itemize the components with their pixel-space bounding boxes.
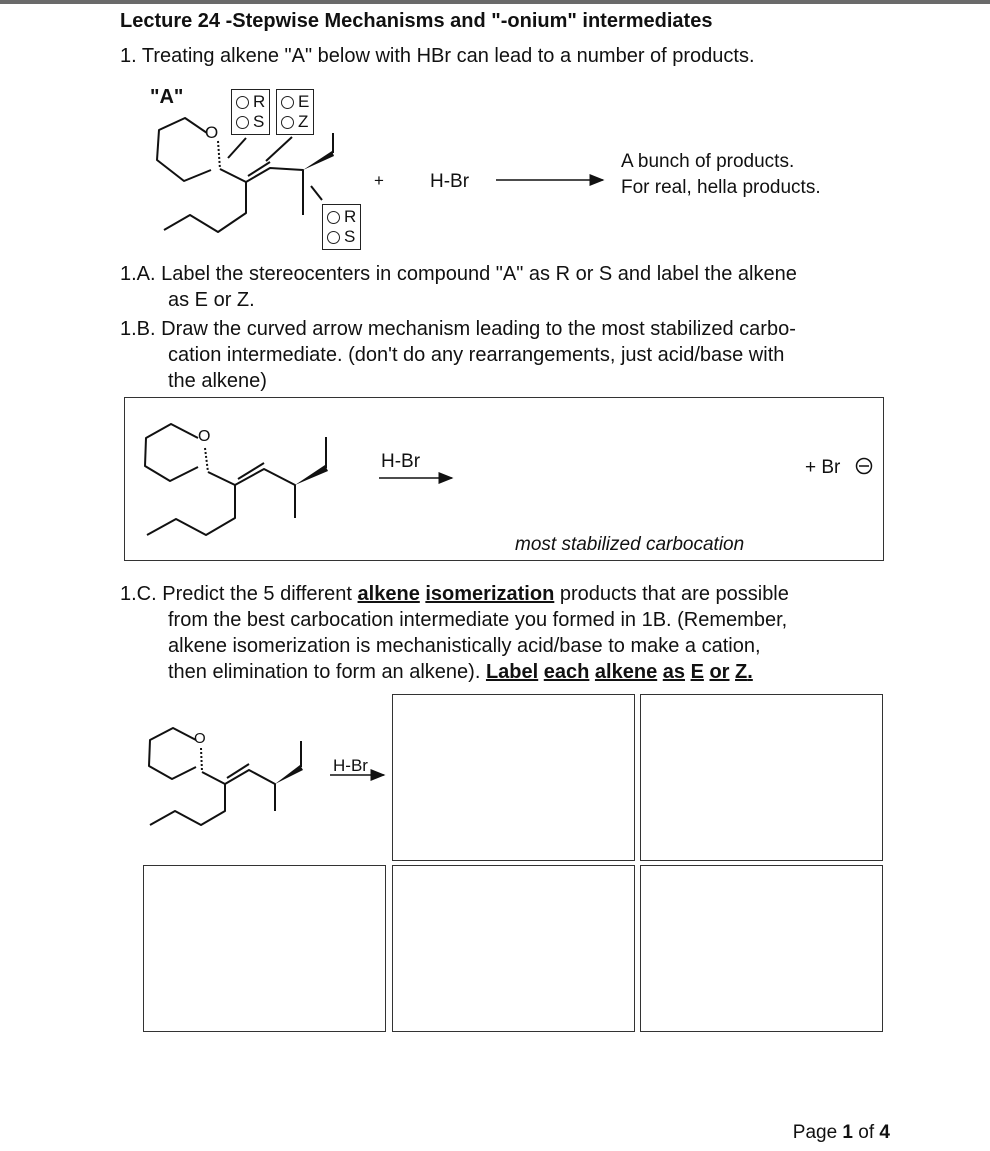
part-a-prompt: 1.A. Label the stereocenters in compound "A" as R or S and label the alkene as E or Z. <box>120 263 797 311</box>
part-c-prompt: 1.C. Predict the 5 different alkene isomerization products that are possible from the best carbocation intermediate you formed in 1B. (Remember, alkene isomerization is mechanistically acid/base to make a cation, then elimination to form an alkene). Label each alkene as E or Z. <box>120 583 789 683</box>
answer-box-2[interactable] <box>640 694 883 861</box>
bromide-counterion: + Br <box>805 457 841 478</box>
answer-box-4[interactable] <box>392 865 635 1032</box>
choice-r[interactable]: R <box>327 207 356 227</box>
choice-s[interactable]: S <box>236 112 265 132</box>
plus-sign: + <box>374 171 384 190</box>
part-c-molecule <box>149 728 303 825</box>
compound-a-structure <box>157 118 334 232</box>
products-text: A bunch of products. For real, hella products. <box>621 151 821 198</box>
choice-e[interactable]: E <box>281 92 309 112</box>
choice-s[interactable]: S <box>327 227 356 247</box>
answer-box-3[interactable] <box>143 865 386 1032</box>
oxygen-label: O <box>205 123 219 142</box>
carbocation-caption: most stabilized carbocation <box>515 534 745 555</box>
oxygen-label: O <box>194 730 206 747</box>
part-b-prompt: 1.B. Draw the curved arrow mechanism leading to the most stabilized carbo- cation intermediate. (don't do any rearrangements, just acid/base with the alkene) <box>120 318 796 392</box>
answer-box-1[interactable] <box>392 694 635 861</box>
choice-r[interactable]: R <box>236 92 265 112</box>
oxygen-label: O <box>198 428 211 445</box>
part-b-answer-box[interactable] <box>124 397 884 561</box>
reagent-hbr: H-Br <box>381 451 421 472</box>
page-number: Page 1 of 4 <box>792 1122 890 1143</box>
choice-z[interactable]: Z <box>281 112 309 132</box>
reagent-hbr: H-Br <box>333 756 368 775</box>
question-1-prompt: 1. Treating alkene "A" below with HBr can lead to a number of products. <box>120 45 755 67</box>
answer-box-5[interactable] <box>640 865 883 1032</box>
page-title: Lecture 24 -Stepwise Mechanisms and "-onium" intermediates <box>120 10 713 32</box>
reagent-hbr: H-Br <box>430 171 470 192</box>
compound-a-label: "A" <box>150 86 184 108</box>
